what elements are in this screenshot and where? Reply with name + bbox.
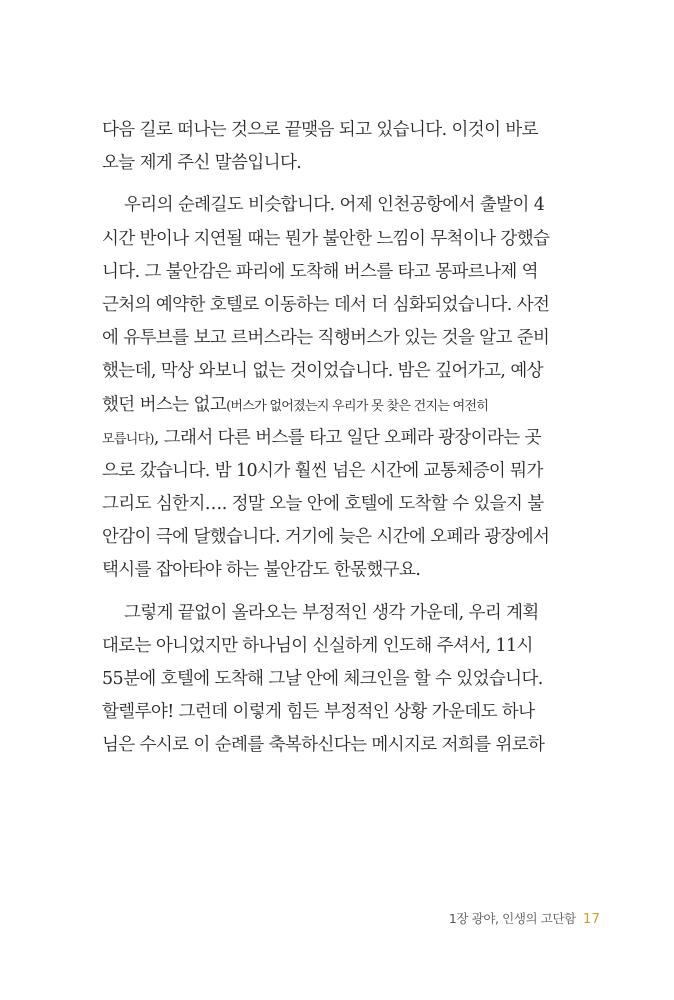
text-line: 할렐루야! 그런데 이렇게 힘든 부정적인 상황 가운데도 하나 xyxy=(102,702,535,723)
text-line: 오늘 제게 주신 말씀입니다. xyxy=(102,153,302,174)
text-line: 55분에 호텔에 도착해 그날 안에 체크인을 할 수 있었습니다. xyxy=(102,669,543,689)
text-line xyxy=(102,389,570,422)
text-line: 으로 갔습니다. 밤 10시가 훨씬 넘은 시간에 교통체증이 뭐가 xyxy=(102,460,543,481)
text-segment: , 그래서 다른 버스를 타고 일단 오페라 광장이라는 곳 xyxy=(153,427,541,448)
text-line: 했는데, 막상 와보니 없는 것이었습니다. 밤은 깊어가고, 예상 xyxy=(102,361,543,382)
page-number: 17 xyxy=(582,911,600,927)
text-line xyxy=(102,422,570,455)
text-line: 니다. 그 불안감은 파리에 도착해 버스를 타고 몽파르나제 역 xyxy=(102,261,538,282)
text-line: 그렇게 끝없이 올라오는 부정적인 생각 가운데, 우리 계획 xyxy=(124,602,539,623)
text-line: 대로는 아니었지만 하나님이 신실하게 인도해 주셔서, 11시 xyxy=(102,635,533,656)
parenthetical-note: 모릅니다) xyxy=(102,431,154,447)
text-line: 그리도 심한지…. 정말 오늘 안에 호텔에 도착할 수 있을지 불 xyxy=(102,494,544,515)
text-line: 택시를 잡아타야 하는 불안감도 한몫했구요. xyxy=(102,560,421,581)
text-segment: 했던 버스는 없고 xyxy=(102,394,227,415)
parenthetical-note: (버스가 없어졌는지 우리가 못 찾은 건지는 여전히 xyxy=(226,398,489,414)
text-line: 에 유투브를 보고 르버스라는 직행버스가 있는 것을 알고 준비 xyxy=(102,328,550,349)
chapter-title: 1장 광야, 인생의 고단함 xyxy=(448,911,576,926)
text-line: 다음 길로 떠나는 것으로 끝맺음 되고 있습니다. 이것이 바로 xyxy=(102,120,538,140)
running-footer xyxy=(449,906,600,930)
text-line: 님은 수시로 이 순례를 축복하신다는 메시지로 저희를 위로하 xyxy=(102,735,545,756)
text-line: 안감이 극에 달했습니다. 거기에 늦은 시간에 오페라 광장에서 xyxy=(102,527,550,548)
text-line: 시간 반이나 지연될 때는 뭔가 불안한 느낌이 무척이나 강했습 xyxy=(102,228,550,249)
text-line: 근처의 예약한 호텔로 이동하는 데서 더 심화되었습니다. 사전 xyxy=(102,294,550,315)
body-text xyxy=(102,114,570,763)
text-line: 우리의 순례길도 비슷합니다. 어제 인천공항에서 출발이 4 xyxy=(124,195,545,216)
